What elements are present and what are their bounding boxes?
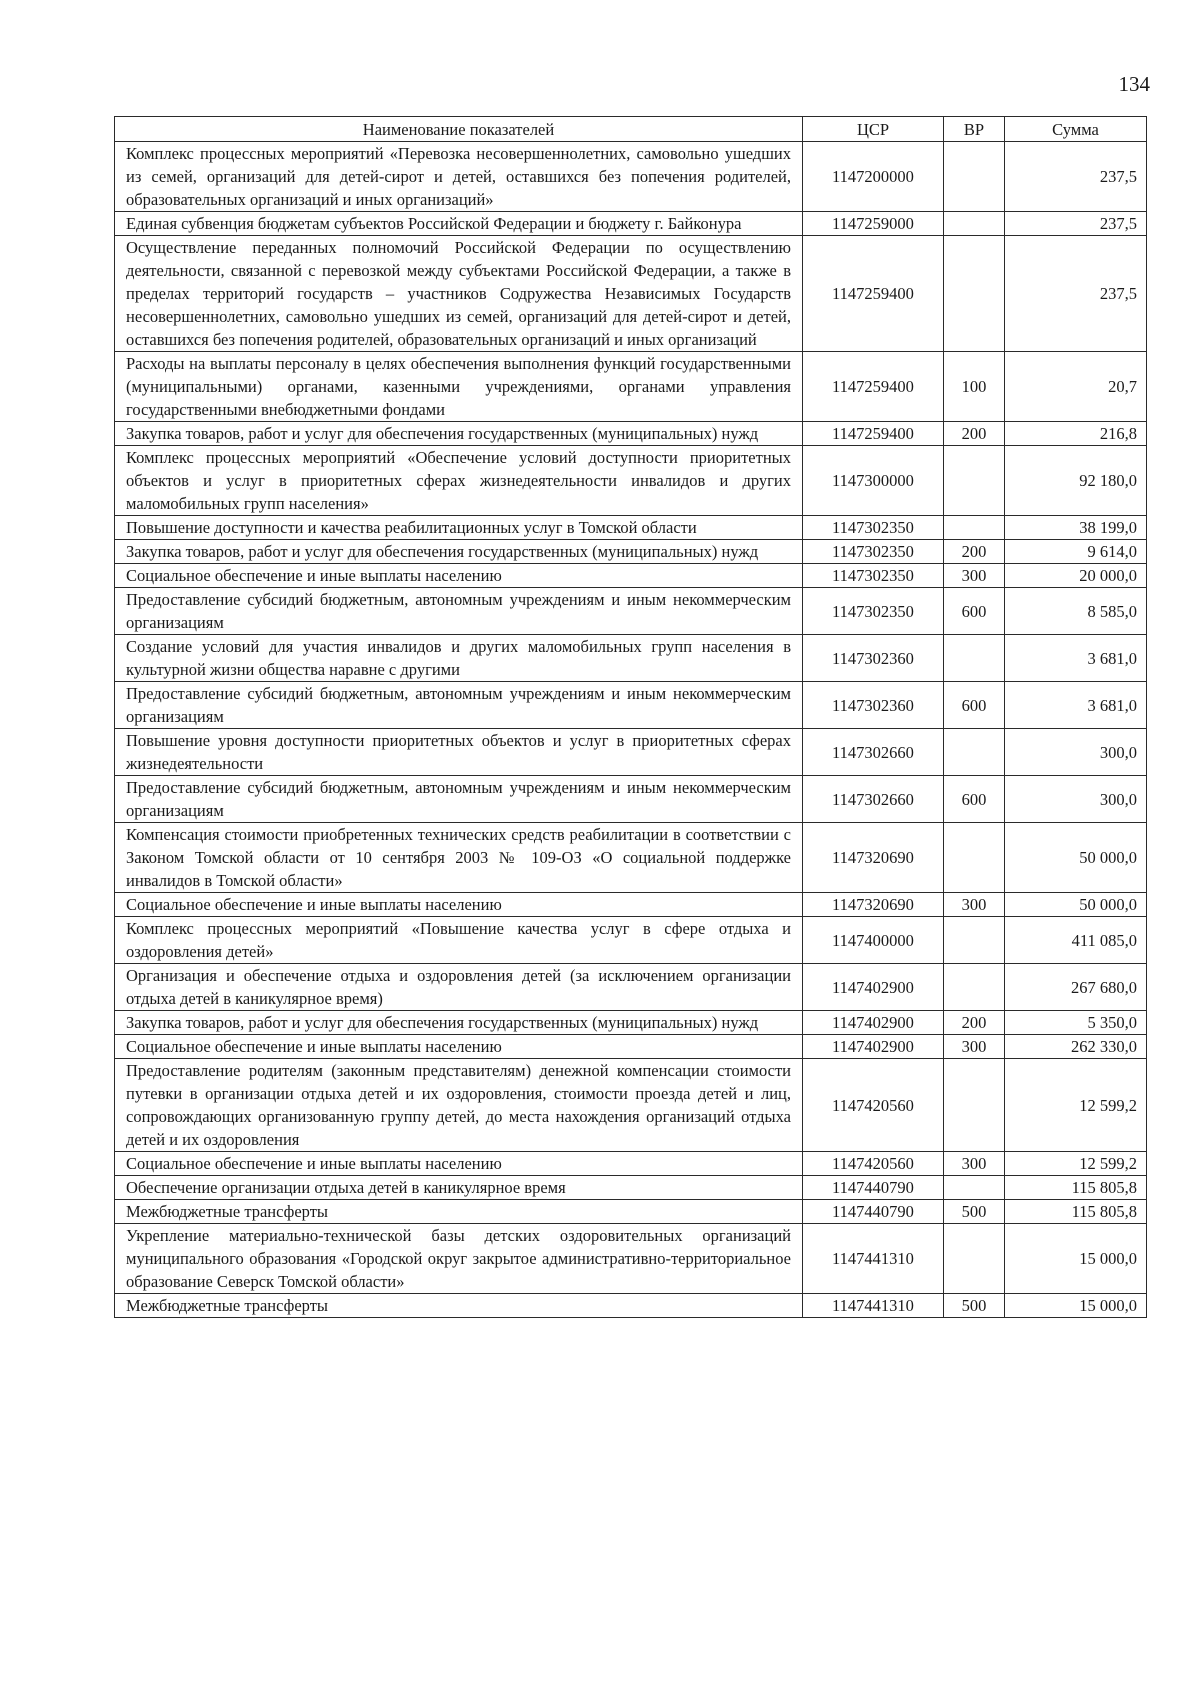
- cell-vr: [944, 1176, 1005, 1200]
- cell-vr: [944, 516, 1005, 540]
- cell-sum: 237,5: [1005, 236, 1147, 352]
- cell-vr: [944, 1224, 1005, 1294]
- cell-sum: 50 000,0: [1005, 823, 1147, 893]
- cell-vr: 500: [944, 1200, 1005, 1224]
- cell-csr: 1147420560: [803, 1152, 944, 1176]
- cell-csr: 1147259400: [803, 422, 944, 446]
- cell-name: Расходы на выплаты персоналу в целях обеспечения выполнения функций государственными (муниципальными) органами, казенными учреждениями, органами управления государственными внебюджетными фондами: [115, 352, 803, 422]
- cell-sum: 300,0: [1005, 729, 1147, 776]
- cell-name: Закупка товаров, работ и услуг для обеспечения государственных (муниципальных) нужд: [115, 1011, 803, 1035]
- table-row: [115, 1059, 1147, 1152]
- table-row: [115, 1011, 1147, 1035]
- budget-table: [114, 116, 1147, 1318]
- cell-name: Организация и обеспечение отдыха и оздоровления детей (за исключением организации отдыха детей в каникулярное время): [115, 964, 803, 1011]
- cell-csr: 1147302350: [803, 588, 944, 635]
- cell-csr: 1147302360: [803, 682, 944, 729]
- table-row: [115, 1035, 1147, 1059]
- cell-sum: 50 000,0: [1005, 893, 1147, 917]
- cell-sum: 237,5: [1005, 212, 1147, 236]
- cell-vr: 600: [944, 588, 1005, 635]
- cell-sum: 20,7: [1005, 352, 1147, 422]
- cell-csr: 1147320690: [803, 893, 944, 917]
- cell-vr: 200: [944, 422, 1005, 446]
- table-row: [115, 142, 1147, 212]
- cell-csr: 1147302350: [803, 540, 944, 564]
- cell-csr: 1147440790: [803, 1200, 944, 1224]
- cell-csr: 1147402900: [803, 964, 944, 1011]
- cell-sum: 216,8: [1005, 422, 1147, 446]
- cell-csr: 1147200000: [803, 142, 944, 212]
- cell-sum: 38 199,0: [1005, 516, 1147, 540]
- cell-vr: 600: [944, 682, 1005, 729]
- table-row: [115, 516, 1147, 540]
- cell-vr: 300: [944, 1152, 1005, 1176]
- table-row: [115, 352, 1147, 422]
- cell-sum: 12 599,2: [1005, 1152, 1147, 1176]
- cell-vr: 500: [944, 1294, 1005, 1318]
- cell-sum: 5 350,0: [1005, 1011, 1147, 1035]
- table-row: [115, 1294, 1147, 1318]
- cell-sum: 15 000,0: [1005, 1224, 1147, 1294]
- cell-vr: 100: [944, 352, 1005, 422]
- cell-name: Предоставление субсидий бюджетным, автономным учреждениям и иным некоммерческим организациям: [115, 776, 803, 823]
- cell-sum: 115 805,8: [1005, 1176, 1147, 1200]
- cell-csr: 1147400000: [803, 917, 944, 964]
- cell-csr: 1147320690: [803, 823, 944, 893]
- table-row: [115, 446, 1147, 516]
- cell-vr: [944, 236, 1005, 352]
- cell-csr: 1147302660: [803, 729, 944, 776]
- table-row: [115, 635, 1147, 682]
- cell-vr: 600: [944, 776, 1005, 823]
- cell-sum: 15 000,0: [1005, 1294, 1147, 1318]
- cell-csr: 1147302350: [803, 564, 944, 588]
- cell-vr: 300: [944, 564, 1005, 588]
- table-row: [115, 540, 1147, 564]
- table-row: [115, 588, 1147, 635]
- table-row: [115, 236, 1147, 352]
- cell-csr: 1147259400: [803, 236, 944, 352]
- cell-name: Обеспечение организации отдыха детей в каникулярное время: [115, 1176, 803, 1200]
- header-vr: ВР: [944, 117, 1005, 142]
- cell-csr: 1147441310: [803, 1224, 944, 1294]
- cell-sum: 115 805,8: [1005, 1200, 1147, 1224]
- cell-name: Повышение доступности и качества реабилитационных услуг в Томской области: [115, 516, 803, 540]
- table-row: [115, 422, 1147, 446]
- cell-name: Межбюджетные трансферты: [115, 1294, 803, 1318]
- cell-vr: [944, 964, 1005, 1011]
- table-row: [115, 893, 1147, 917]
- cell-vr: [944, 212, 1005, 236]
- cell-csr: 1147259400: [803, 352, 944, 422]
- cell-sum: 262 330,0: [1005, 1035, 1147, 1059]
- table-body: [115, 142, 1147, 1318]
- cell-csr: 1147302360: [803, 635, 944, 682]
- table-row: [115, 1200, 1147, 1224]
- cell-csr: 1147259000: [803, 212, 944, 236]
- table-row: [115, 564, 1147, 588]
- cell-csr: 1147441310: [803, 1294, 944, 1318]
- cell-csr: 1147402900: [803, 1011, 944, 1035]
- cell-sum: 3 681,0: [1005, 682, 1147, 729]
- table-row: [115, 823, 1147, 893]
- cell-vr: 200: [944, 1011, 1005, 1035]
- cell-name: Предоставление субсидий бюджетным, автономным учреждениям и иным некоммерческим организациям: [115, 588, 803, 635]
- table-row: [115, 776, 1147, 823]
- cell-name: Социальное обеспечение и иные выплаты населению: [115, 1035, 803, 1059]
- cell-csr: 1147440790: [803, 1176, 944, 1200]
- table-row: [115, 917, 1147, 964]
- cell-csr: 1147300000: [803, 446, 944, 516]
- cell-sum: 267 680,0: [1005, 964, 1147, 1011]
- cell-vr: [944, 446, 1005, 516]
- cell-name: Социальное обеспечение и иные выплаты населению: [115, 564, 803, 588]
- cell-vr: [944, 142, 1005, 212]
- cell-csr: 1147402900: [803, 1035, 944, 1059]
- cell-name: Межбюджетные трансферты: [115, 1200, 803, 1224]
- cell-sum: 12 599,2: [1005, 1059, 1147, 1152]
- cell-name: Предоставление субсидий бюджетным, автономным учреждениям и иным некоммерческим организациям: [115, 682, 803, 729]
- cell-sum: 237,5: [1005, 142, 1147, 212]
- cell-name: Комплекс процессных мероприятий «Обеспечение условий доступности приоритетных объектов и услуг в приоритетных сферах жизнедеятельности инвалидов и других маломобильных групп населения»: [115, 446, 803, 516]
- cell-sum: 8 585,0: [1005, 588, 1147, 635]
- table-row: [115, 212, 1147, 236]
- header-sum: Сумма: [1005, 117, 1147, 142]
- cell-name: Комплекс процессных мероприятий «Перевозка несовершеннолетних, самовольно ушедших из семей, организаций для детей-сирот и детей, оставшихся без попечения родителей, образовательных организаций и иных организаций»: [115, 142, 803, 212]
- table-row: [115, 729, 1147, 776]
- cell-vr: [944, 823, 1005, 893]
- cell-name: Социальное обеспечение и иные выплаты населению: [115, 1152, 803, 1176]
- cell-csr: 1147420560: [803, 1059, 944, 1152]
- table-header-row: [115, 117, 1147, 142]
- cell-name: Создание условий для участия инвалидов и других маломобильных групп населения в культурной жизни общества наравне с другими: [115, 635, 803, 682]
- cell-name: Закупка товаров, работ и услуг для обеспечения государственных (муниципальных) нужд: [115, 540, 803, 564]
- cell-name: Комплекс процессных мероприятий «Повышение качества услуг в сфере отдыха и оздоровления детей»: [115, 917, 803, 964]
- cell-vr: [944, 917, 1005, 964]
- table-row: [115, 1176, 1147, 1200]
- page-number: 134: [1118, 72, 1150, 96]
- cell-name: Единая субвенция бюджетам субъектов Российской Федерации и бюджету г. Байконура: [115, 212, 803, 236]
- cell-vr: 300: [944, 893, 1005, 917]
- table-row: [115, 682, 1147, 729]
- cell-sum: 300,0: [1005, 776, 1147, 823]
- table-row: [115, 1152, 1147, 1176]
- cell-sum: 9 614,0: [1005, 540, 1147, 564]
- cell-vr: 200: [944, 540, 1005, 564]
- cell-sum: 3 681,0: [1005, 635, 1147, 682]
- cell-sum: 20 000,0: [1005, 564, 1147, 588]
- cell-vr: [944, 635, 1005, 682]
- cell-name: Компенсация стоимости приобретенных технических средств реабилитации в соответствии с Законом Томской области от 10 сентября 2003 № 109-ОЗ «О социальной поддержке инвалидов в Томской области»: [115, 823, 803, 893]
- cell-sum: 92 180,0: [1005, 446, 1147, 516]
- cell-vr: [944, 1059, 1005, 1152]
- cell-name: Повышение уровня доступности приоритетных объектов и услуг в приоритетных сферах жизнедеятельности: [115, 729, 803, 776]
- cell-csr: 1147302660: [803, 776, 944, 823]
- cell-csr: 1147302350: [803, 516, 944, 540]
- table-row: [115, 1224, 1147, 1294]
- table-row: [115, 964, 1147, 1011]
- cell-vr: 300: [944, 1035, 1005, 1059]
- cell-name: Предоставление родителям (законным представителям) денежной компенсации стоимости путевки в организации отдыха детей и их оздоровления, стоимости проезда детей и лиц, сопровождающих организованную группу детей, до места нахождения организаций отдыха детей и их оздоровления: [115, 1059, 803, 1152]
- header-csr: ЦСР: [803, 117, 944, 142]
- header-name: Наименование показателей: [115, 117, 803, 142]
- cell-name: Закупка товаров, работ и услуг для обеспечения государственных (муниципальных) нужд: [115, 422, 803, 446]
- cell-name: Осуществление переданных полномочий Российской Федерации по осуществлению деятельности, связанной с перевозкой между субъектами Российской Федерации, а также в пределах территорий государств – участников Содружества Независимых Государств несовершеннолетних, самовольно ушедших из семей, организаций для детей-сирот и детей, оставшихся без попечения родителей, образовательных организаций и иных организаций: [115, 236, 803, 352]
- cell-name: Укрепление материально-технической базы детских оздоровительных организаций муниципального образования «Городской округ закрытое административно-территориальное образование Северск Томской области»: [115, 1224, 803, 1294]
- cell-vr: [944, 729, 1005, 776]
- cell-sum: 411 085,0: [1005, 917, 1147, 964]
- cell-name: Социальное обеспечение и иные выплаты населению: [115, 893, 803, 917]
